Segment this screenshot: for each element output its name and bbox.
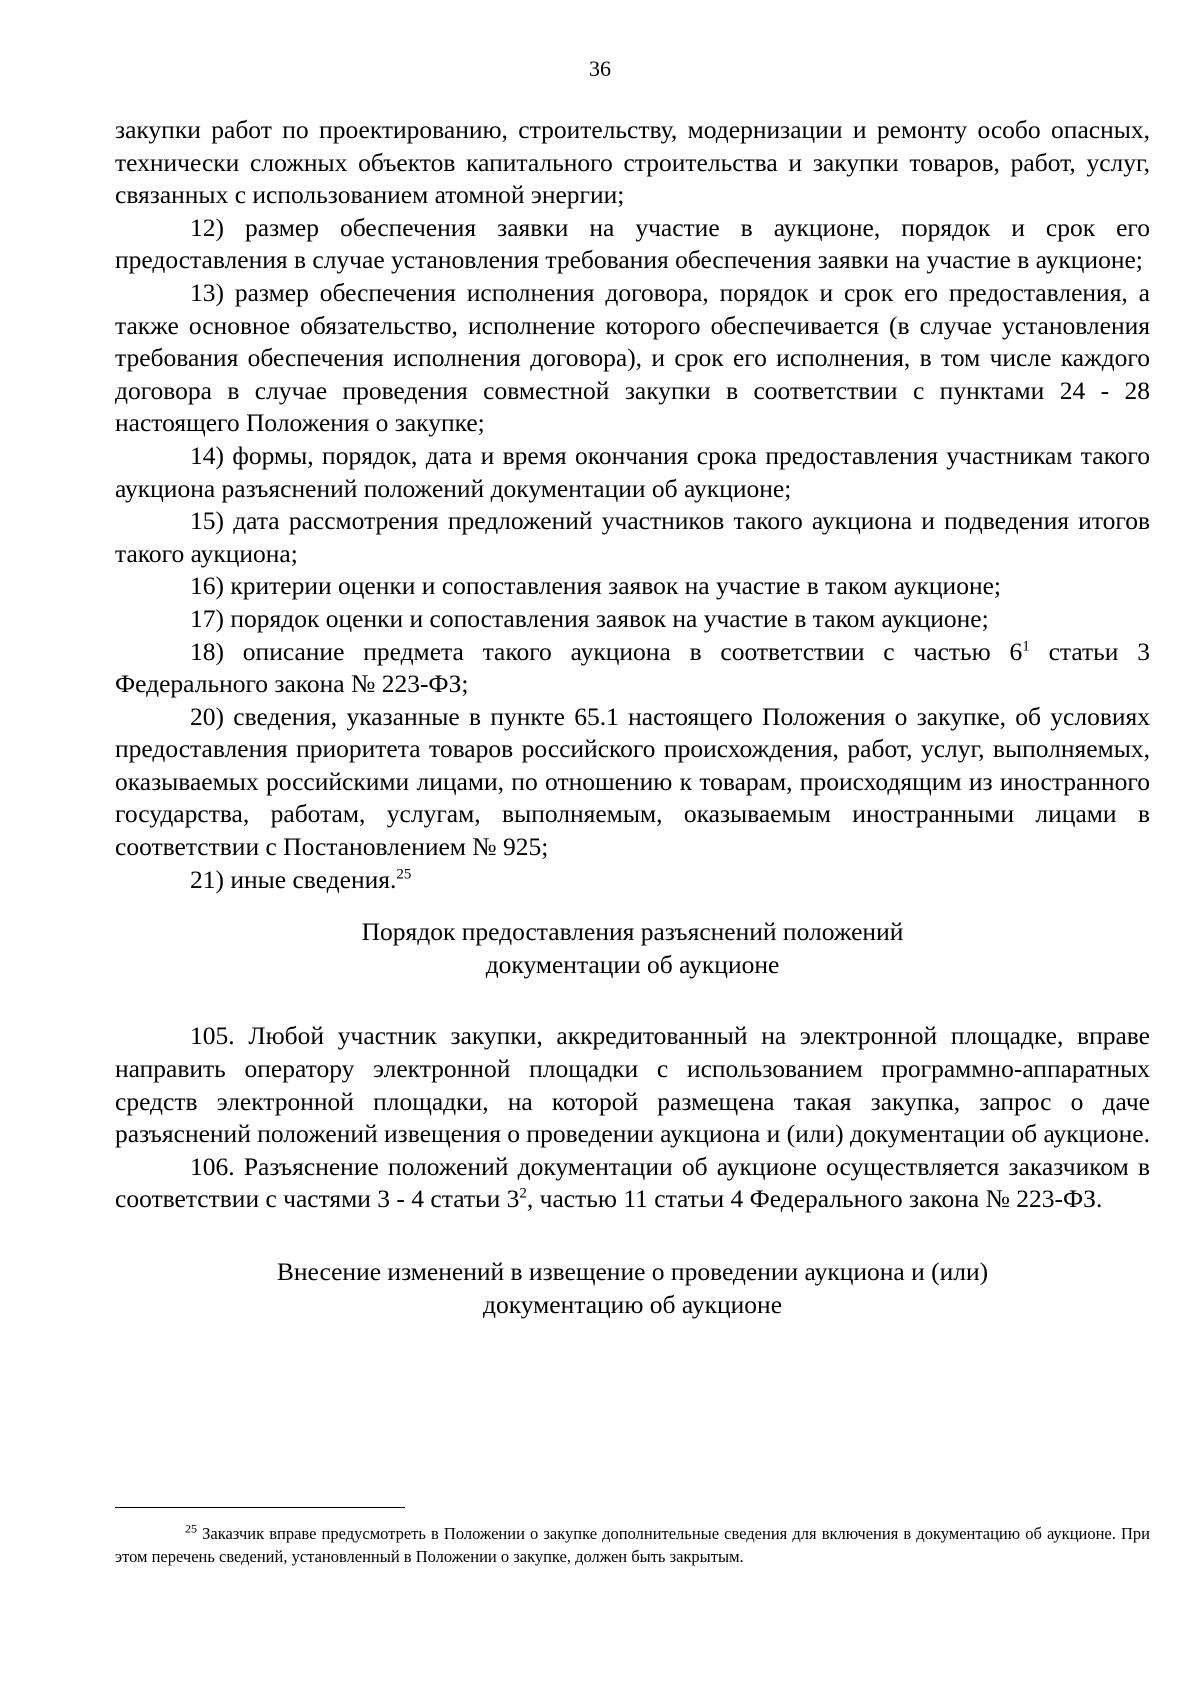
section-heading-clarifications (115, 916, 1150, 981)
section-heading-clarifications-line-1: Порядок предоставления разъяснений положений (361, 917, 904, 947)
page-number: 36 (589, 56, 611, 81)
paragraph-item-16: 16) критерии оценки и сопоставления заявок на участие в таком аукционе; (190, 571, 1002, 601)
paragraph-106 (115, 1151, 1150, 1216)
superscript-2: 2 (519, 1185, 527, 1202)
paragraph-item-12: 12) размер обеспечения заявки на участие в аукционе, порядок и срок его предоставления в случае установления требования обеспечения заявки на участие в аукционе; (115, 212, 1150, 275)
footnote-reference-25: 25 (396, 866, 412, 883)
section-heading-amendments-line-1: Внесение изменений в извещение о проведении аукциона и (или) (276, 1257, 989, 1286)
paragraph-item-13: 13) размер обеспечения исполнения договора, порядок и срок его предоставления, а также основное обязательство, исполнение которого обеспечивается (в случае установления требования обеспечения исполнения договора), и срок его исполнения, в том числе каждого договора в случае проведения совместной закупки в соответствии с пунктами 24 - 28 настоящего Положения о закупке; (115, 277, 1150, 438)
section-heading-clarifications-line-2: документации об аукционе (485, 949, 780, 979)
paragraph-item-21-text: 21) иные сведения. (190, 864, 397, 894)
paragraph-item-18-text-b: статьи 3 Федерального закона № 223-ФЗ; (115, 636, 1150, 699)
superscript-1: 1 (1022, 638, 1030, 654)
paragraph-item-15: 15) дата рассмотрения предложений участников такого аукциона и подведения итогов такого аукциона; (115, 506, 1150, 568)
paragraph-item-14: 14) формы, порядок, дата и время окончания срока предоставления участникам такого аукциона разъяснений положений документации об аукционе; (115, 440, 1150, 503)
footnote-text: Заказчик вправе предусмотреть в Положении о закупке дополнительные сведения для включения в документацию об аукционе. При этом перечень сведений, установленный в Положении о закупке, должен быть закрытым. (115, 1524, 1150, 1566)
paragraph-item-21 (115, 864, 1150, 897)
footnote-marker: 25 (185, 1521, 197, 1536)
section-heading-amendments-line-2: документацию об аукционе (482, 1289, 783, 1319)
paragraph-106-text-b: , частью 11 статьи 4 Федерального закона № 223-ФЗ. (526, 1184, 1103, 1214)
paragraph-item-17: 17) порядок оценки и сопоставления заявок на участие в таком аукционе; (190, 603, 989, 633)
document-body (115, 114, 1150, 1321)
paragraph-item-18-text-a: 18) описание предмета такого аукциона в соответствии с частью 6 (190, 636, 1023, 666)
section-heading-amendments (115, 1256, 1150, 1321)
paragraph-106-text-a: 106. Разъяснение положений документации об аукционе осуществляется заказчиком в соответствии с частями 3 - 4 статьи 3 (115, 1151, 1150, 1214)
paragraph-105: 105. Любой участник закупки, аккредитованный на электронной площадке, вправе направить оператору электронной площадки с использованием программно-аппаратных средств электронной площадки, на которой размещена такая закупка, запрос о даче разъяснений положений извещения о проведении аукциона и (или) документации об аукционе. (115, 1021, 1151, 1149)
footnote-separator (115, 1507, 405, 1508)
footnote-25 (115, 1523, 1150, 1568)
paragraph-item-20: 20) сведения, указанные в пункте 65.1 настоящего Положения о закупке, об условиях предоставления приоритета товаров российского происхождения, работ, услуг, выполняемых, оказываемых российскими лицами, по отношению к товарам, происходящим из иностранного государства, работам, услугам, выполняемым, оказываемым иностранными лицами в соответствии с Постановлением № 925; (115, 701, 1150, 862)
paragraph-item-18 (115, 636, 1150, 701)
paragraph-continuation: закупки работ по проектированию, строительству, модернизации и ремонту особо опасных, технически сложных объектов капитального строительства и закупки товаров, работ, услуг, связанных с использованием атомной энергии; (115, 115, 1150, 210)
